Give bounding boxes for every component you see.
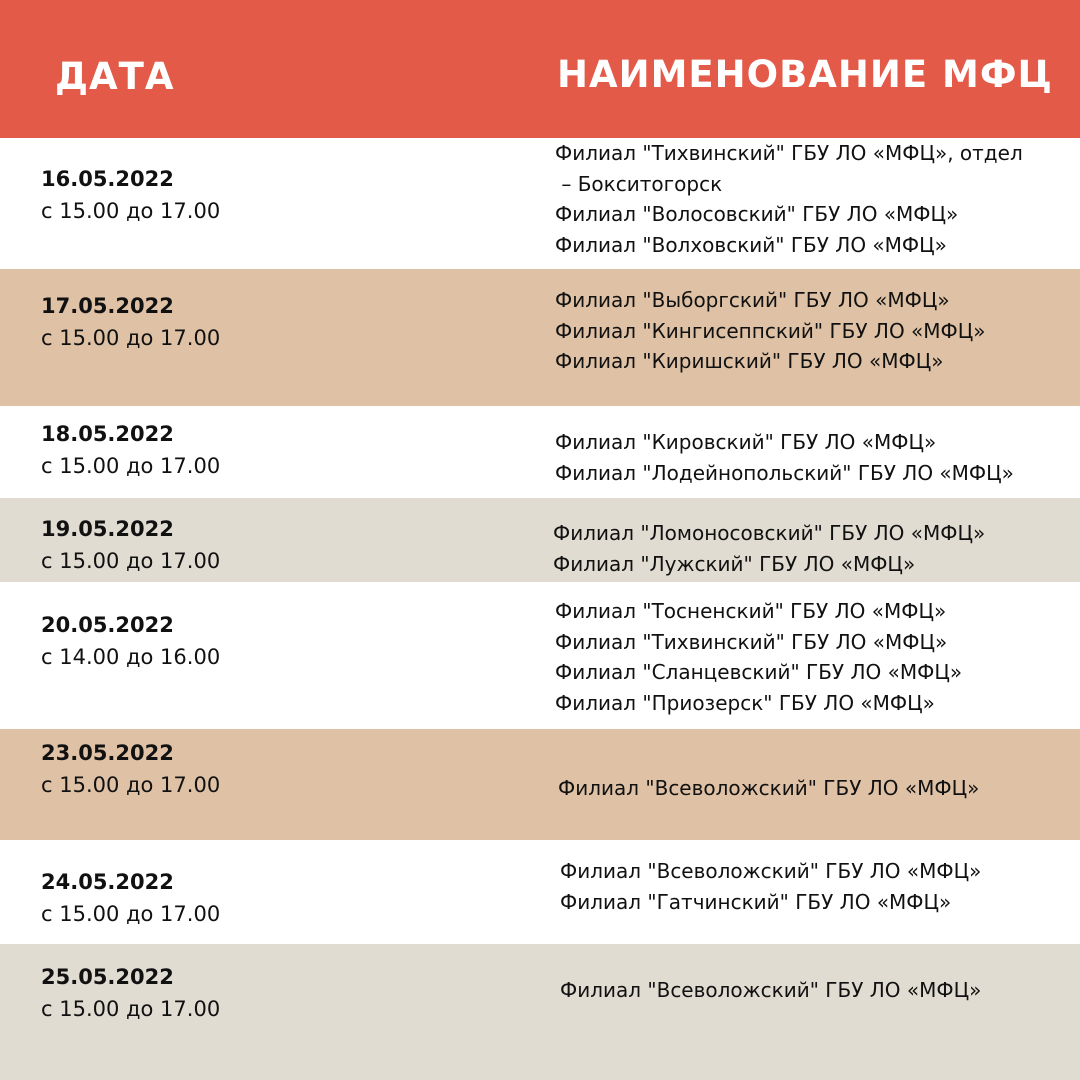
mfc-names-cell [555, 427, 1014, 488]
date-text: 17.05.2022 [41, 294, 174, 318]
date-cell [41, 961, 220, 1025]
date-text: 20.05.2022 [41, 613, 174, 637]
mfc-branch-name: Филиал "Лодейнопольский" ГБУ ЛО «МФЦ» [555, 460, 1014, 485]
mfc-branch-name: Филиал "Гатчинский" ГБУ ЛО «МФЦ» [560, 889, 952, 914]
mfc-names-cell [555, 596, 962, 718]
table-row [0, 944, 1080, 1080]
mfc-branch-name: Филиал "Ломоносовский" ГБУ ЛО «МФЦ» [553, 521, 986, 545]
mfc-branch-name: Филиал "Приозерск" ГБУ ЛО «МФЦ» [555, 690, 935, 715]
table-row [0, 138, 1080, 269]
date-text: 16.05.2022 [41, 167, 174, 191]
date-cell [41, 737, 220, 801]
mfc-branch-name: Филиал "Тосненский" ГБУ ЛО «МФЦ» [555, 599, 947, 623]
mfc-branch-name: Филиал "Кировский" ГБУ ЛО «МФЦ» [555, 430, 937, 454]
mfc-branch-name: Филиал "Кингисеппский" ГБУ ЛО «МФЦ» [555, 318, 986, 343]
date-text: 18.05.2022 [41, 422, 174, 446]
mfc-names-cell [560, 856, 981, 917]
time-range-text: с 15.00 до 17.00 [41, 326, 221, 350]
date-text: 19.05.2022 [41, 517, 174, 541]
mfc-branch-name: Филиал "Тихвинский" ГБУ ЛО «МФЦ» [555, 629, 948, 654]
mfc-branch-name: Филиал "Волховский" ГБУ ЛО «МФЦ» [555, 232, 947, 257]
mfc-names-cell [555, 138, 1023, 260]
mfc-branch-name: Филиал "Лужский" ГБУ ЛО «МФЦ» [553, 551, 916, 576]
date-text: 23.05.2022 [41, 741, 174, 765]
table-row [0, 498, 1080, 582]
time-range-text: с 14.00 до 16.00 [41, 645, 221, 669]
date-cell [41, 609, 220, 673]
table-header [0, 0, 1080, 138]
table-row [0, 406, 1080, 498]
time-range-text: с 15.00 до 17.00 [41, 902, 221, 926]
date-cell [41, 163, 220, 227]
mfc-branch-name: Филиал "Всеволожский" ГБУ ЛО «МФЦ» [560, 978, 982, 1002]
time-range-text: с 15.00 до 17.00 [41, 454, 221, 478]
date-cell [41, 866, 220, 930]
table-row [0, 840, 1080, 944]
table-row [0, 582, 1080, 729]
date-text: 25.05.2022 [41, 965, 174, 989]
mfc-branch-name: Филиал "Сланцевский" ГБУ ЛО «МФЦ» [555, 660, 963, 684]
time-range-text: с 15.00 до 17.00 [41, 199, 221, 223]
mfc-names-cell [560, 975, 981, 1006]
table-row [0, 729, 1080, 840]
mfc-branch-name: Филиал "Выборгский" ГБУ ЛО «МФЦ» [555, 288, 950, 312]
mfc-branch-name: – Бокситогорск [555, 171, 723, 196]
date-cell [41, 513, 220, 577]
date-cell [41, 290, 220, 354]
date-column-header: ДАТА [55, 55, 175, 98]
mfc-branch-name: Филиал "Всеволожский" ГБУ ЛО «МФЦ» [558, 776, 980, 800]
date-text: 24.05.2022 [41, 870, 174, 894]
mfc-branch-name: Филиал "Всеволожский" ГБУ ЛО «МФЦ» [560, 859, 982, 883]
time-range-text: с 15.00 до 17.00 [41, 773, 221, 797]
mfc-branch-name: Филиал "Киришский" ГБУ ЛО «МФЦ» [555, 349, 944, 373]
date-cell [41, 418, 220, 482]
time-range-text: с 15.00 до 17.00 [41, 997, 221, 1021]
time-range-text: с 15.00 до 17.00 [41, 549, 221, 573]
mfc-names-cell [555, 285, 986, 377]
mfc-name-column-header: НАИМЕНОВАНИЕ МФЦ [557, 53, 1053, 96]
table-row [0, 269, 1080, 406]
mfc-branch-name: Филиал "Волосовский" ГБУ ЛО «МФЦ» [555, 202, 959, 226]
mfc-names-cell [558, 773, 979, 804]
mfc-branch-name: Филиал "Тихвинский" ГБУ ЛО «МФЦ», отдел [555, 141, 1023, 165]
mfc-names-cell [553, 518, 985, 579]
